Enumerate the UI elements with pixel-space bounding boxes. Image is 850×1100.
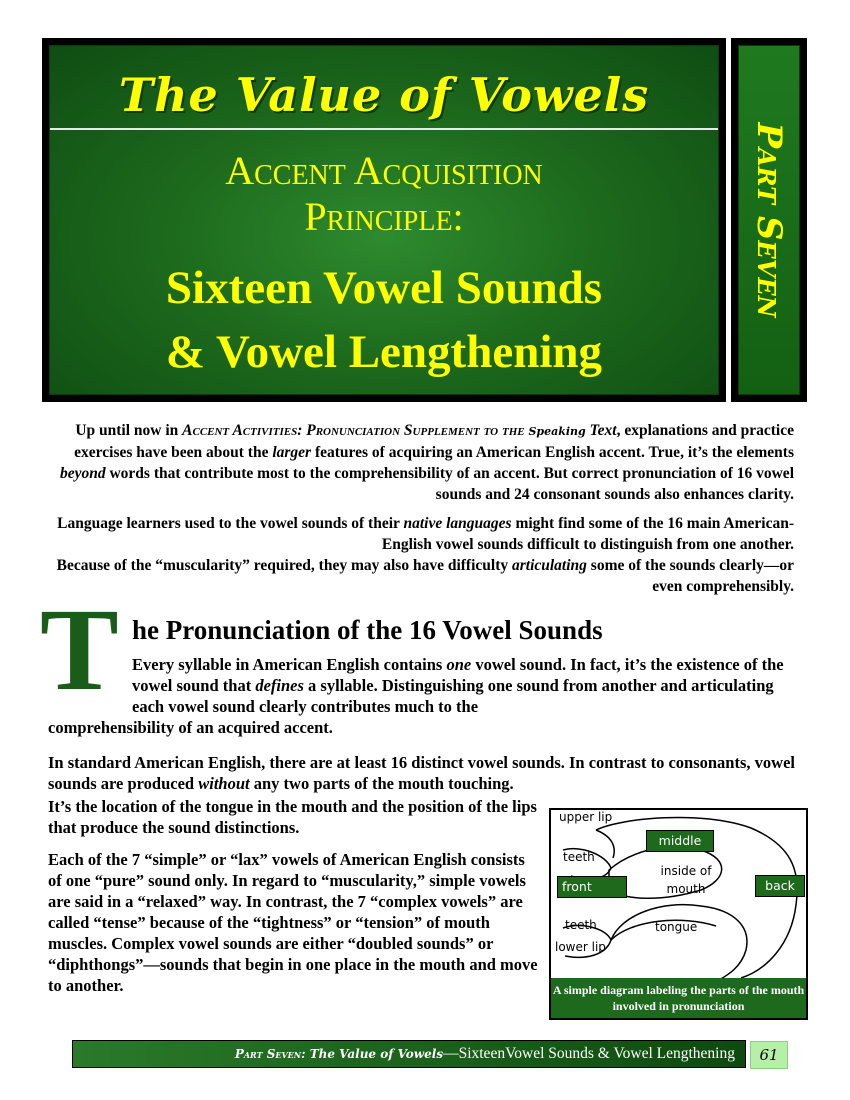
lower-teeth-label: teeth bbox=[565, 918, 597, 932]
emphasis: beyond bbox=[59, 465, 106, 482]
body-paragraph-3: It’s the location of the tongue in the mouth and the position of the lips that produce the sound distinctions. bbox=[48, 797, 537, 837]
body-text: vowel sound. In fact, it’s the existence of the vowel sound that bbox=[132, 655, 784, 695]
chapter-title: The Value of Vowels bbox=[118, 68, 650, 122]
emphasis: one bbox=[446, 655, 472, 674]
inside-mouth-label: inside of mouth bbox=[660, 864, 712, 896]
body-text: a syllable. Distinguishing one sound from another and articulating each vowel sound clearly contributes much to the bbox=[132, 676, 774, 716]
intro-text: some of the sounds clearly—or even comprehensibly. bbox=[586, 557, 794, 595]
middle-label: middle bbox=[646, 830, 714, 852]
diagram-caption: A simple diagram labeling the parts of the mouth involved in pronunciation bbox=[551, 978, 806, 1018]
principle-line-1: Accent Acquisition bbox=[225, 148, 543, 193]
principle-line-2: Principle: bbox=[304, 194, 464, 239]
upper-teeth-label: teeth bbox=[563, 850, 595, 864]
footer-title: The Value of Vowels bbox=[309, 1047, 444, 1061]
emphasis: without bbox=[198, 774, 250, 793]
front-label: front bbox=[557, 876, 627, 898]
page-footer bbox=[72, 1040, 746, 1068]
body-text: In standard American English, there are at least 16 distinct vowel sounds. In contrast to consonants, vowel sounds are produced bbox=[48, 753, 795, 793]
emphasis: larger bbox=[272, 444, 312, 461]
upper-lip-label: upper lip bbox=[559, 810, 613, 824]
back-label: back bbox=[755, 875, 805, 897]
banner-divider bbox=[50, 128, 718, 130]
page-number: 61 bbox=[750, 1041, 788, 1069]
intro-text: Language learners used to the vowel sounds of their bbox=[57, 515, 404, 532]
body-paragraph-1-end: comprehensibility of an acquired accent. bbox=[48, 718, 333, 737]
part-label: Part Seven bbox=[749, 122, 789, 318]
lower-lip-label: lower lip bbox=[555, 940, 606, 954]
section-heading: he Pronunciation of the 16 Vowel Sounds bbox=[132, 615, 603, 645]
part-label-banner bbox=[731, 38, 807, 402]
intro-text: , explanations and practice exercises have been about the bbox=[74, 422, 794, 461]
body-paragraph-1 bbox=[132, 654, 802, 717]
title-banner bbox=[42, 38, 726, 402]
footer-text bbox=[235, 1045, 735, 1063]
body-text: Every syllable in American English contains bbox=[132, 655, 447, 674]
principle-headline bbox=[50, 256, 718, 384]
part-label-panel bbox=[738, 45, 800, 395]
intro-paragraph-2 bbox=[34, 513, 794, 597]
tongue-label: tongue bbox=[655, 920, 698, 934]
emphasis: defines bbox=[255, 676, 304, 695]
emphasis: articulating bbox=[511, 557, 587, 574]
intro-text: Because of the “muscularity” required, they may also have difficulty bbox=[56, 557, 512, 574]
footer-subtitle: —SixteenVowel Sounds & Vowel Lengthening bbox=[443, 1045, 735, 1062]
intro-text: Up until now in bbox=[75, 422, 183, 439]
headline-line-1: Sixteen Vowel Sounds bbox=[165, 262, 603, 314]
intro-text: words that contribute most to the comprehensibility of an accent. But correct pronunciation of 16 vowel sounds and 24 consonant sounds also enhances clarity. bbox=[105, 465, 794, 503]
mouth-diagram bbox=[549, 808, 808, 1020]
book-title-end: Text bbox=[585, 422, 617, 439]
book-title: Accent Activities: Pronunciation Supplement to the bbox=[182, 422, 529, 439]
intro-text: might find some of the 16 main American-English vowel sounds difficult to distinguish from one another. bbox=[381, 515, 794, 553]
speaking-logo-text: Speaking bbox=[528, 425, 586, 438]
intro-paragraph-1 bbox=[34, 420, 794, 505]
title-banner-panel bbox=[49, 45, 719, 395]
headline-line-2: & Vowel Lengthening bbox=[165, 326, 603, 378]
emphasis: native languages bbox=[403, 515, 512, 532]
body-paragraph-2 bbox=[48, 752, 808, 794]
drop-cap: T bbox=[40, 584, 119, 715]
intro-text: features of acquiring an American English accent. True, it’s the elements bbox=[311, 444, 794, 461]
principle-heading bbox=[50, 148, 718, 240]
footer-part: Part Seven: bbox=[234, 1047, 310, 1061]
body-text: any two parts of the mouth touching. bbox=[249, 774, 514, 793]
body-paragraph-4: Each of the 7 “simple” or “lax” vowels of American English consists of one “pure” sound only. In regard to “muscularity,” simple vowels are said in a “relaxed” way. In contrast, the 7 “complex vowels” are called “tense” because of the “tightness” or “tension” of mouth muscles. Complex vowel sounds are either “doubled sounds” or “diphthongs”—sounds that begin in one place in the mouth and move to another. bbox=[48, 850, 538, 995]
